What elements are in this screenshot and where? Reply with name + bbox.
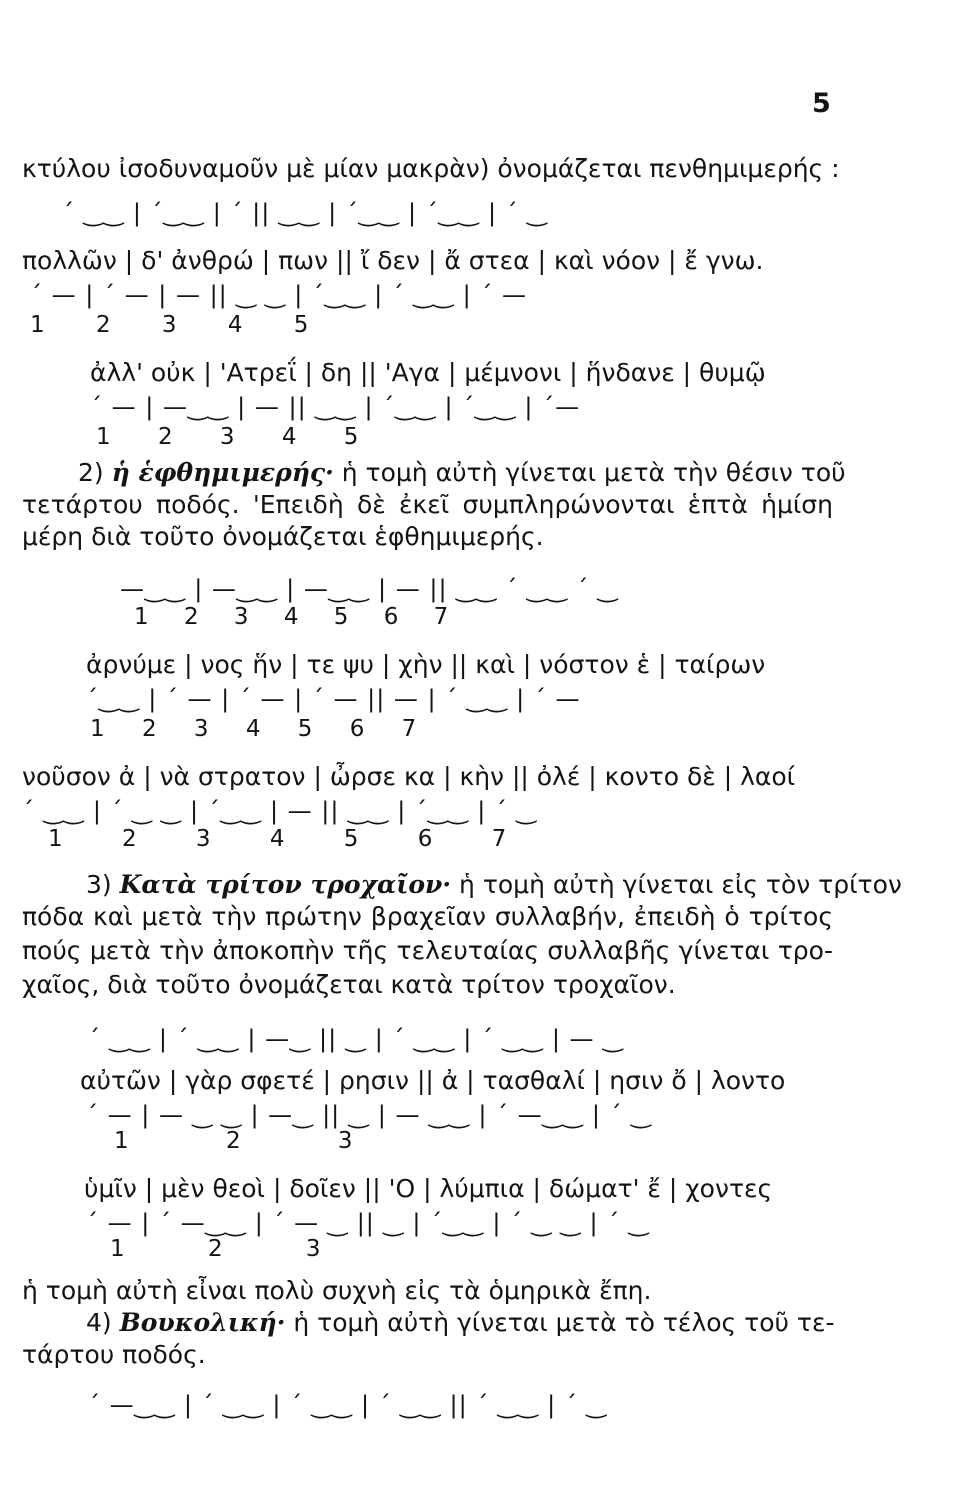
section-term: Κατὰ τρίτον τροχαῖον· [119,870,452,899]
verse-line: ἀρνύμε | νος ἥν | τε ψυ | χὴν || καὶ | νόστον ἑ | ταίρων [86,650,766,679]
section-term: ἡ ἑφθημιμερής· [111,458,334,487]
scansion-line: ΄ — | —‿‿ | — || ‿‿ | ΄‿‿ | ΄‿‿ | ΄— [90,393,581,421]
paragraph-line: πόδα καὶ μετὰ τὴν πρώτην βραχεῖαν συλλαβήν, ἐπειδὴ ὁ τρίτος [22,902,833,931]
section-term: Βουκολική· [119,1308,286,1337]
verse-line: πολλῶν | δ' ἀνθρώ | πων || ἴ δεν | ἄ στεα | καὶ νόον | ἔ γνω. [22,246,764,275]
scansion-line: ΄ — | ΄ — | — || ‿ ‿ | ΄‿‿ | ΄ ‿‿ | ΄ — [30,281,528,309]
section-2-heading-line [78,458,846,488]
verse-line: νοῦσον ἀ | νὰ στρατον | ὦρσε κα | κὴν || ὀλέ | κοντο δὲ | λαοί [22,762,796,791]
section-3-heading-line [86,870,902,900]
scansion-line: ΄ — | ΄ —‿‿ | ΄ — ‿ || ‿ | ΄‿‿ | ΄ ‿ ‿ | ΄ ‿ [86,1209,650,1237]
intro-line: κτύλου ἰσοδυναμοῦν μὲ μίαν μακρὰν) ὀνομάζεται πενθημιμερής : [22,154,840,183]
scansion-line: ΄ ‿‿ | ΄ ‿‿ | —‿ || ‿ | ΄ ‿‿ | ΄ ‿‿ | — ‿ [88,1025,624,1053]
section-text: ἡ τομὴ αὐτὴ γίνεται μετὰ τὴν θέσιν τοῦ [341,458,846,487]
section-4-heading-line [86,1308,833,1338]
scansion-line: ΄ ‿‿ | ΄‿‿ | ΄ || ‿‿ | ΄‿‿ | ΄‿‿ | ΄ ‿ [62,199,548,227]
section-number: 2) [78,458,104,487]
section-number: 3) [86,870,112,899]
foot-numbers: 1 2 3 [114,1128,353,1154]
foot-numbers: 1 2 3 4 5 [30,312,309,338]
foot-numbers: 1 2 3 [110,1236,321,1262]
foot-numbers: 1 2 3 4 5 6 7 [90,716,417,742]
foot-numbers: 1 2 3 4 5 6 7 [134,604,449,630]
verse-line: αὐτῶν | γὰρ σφετέ | ρησιν || ἀ | τασθαλί | ησιν ὄ | λοντο [80,1066,786,1095]
paragraph-line: πούς μετὰ τὴν ἀποκοπὴν τῆς τελευταίας συλλαβῆς γίνεται τρο- [22,936,833,965]
paragraph-line: ἡ τομὴ αὐτὴ εἶναι πολὺ συχνὴ εἰς τὰ ὁμηρικὰ ἔπη. [22,1276,652,1305]
section-text: ἡ τομὴ αὐτὴ γίνεται μετὰ τὸ τέλος τοῦ τε- [293,1308,835,1337]
foot-numbers: 1 2 3 4 5 [96,424,359,450]
section-number: 4) [86,1308,112,1337]
verse-line: ὑμῖν | μὲν θεοὶ | δοῖεν || 'Ο | λύμπια | δώματ' ἔ | χοντες [84,1174,773,1203]
paragraph-line: τετάρτου ποδός. 'Επειδὴ δὲ ἐκεῖ συμπληρώνονται ἑπτὰ ἡμίση [22,490,833,519]
verse-line: ἀλλ' οὐκ | 'Ατρεΐ | δη || 'Αγα | μέμνονι | ἥνδανε | θυμῷ [90,358,766,387]
foot-numbers: 1 2 3 4 5 6 7 [48,826,507,852]
scansion-line: —‿‿ | —‿‿ | —‿‿ | — || ‿‿ ΄ ‿‿ ΄ ‿ [120,575,619,603]
paragraph-line: τάρτου ποδός. [22,1340,206,1369]
section-text: ἡ τομὴ αὐτὴ γίνεται εἰς τὸν τρίτον [459,870,902,899]
scansion-line: ΄ — | — ‿ ‿ | —‿ || ‿ | — ‿‿ | ΄ —‿‿ | ΄ ‿ [86,1101,652,1129]
scansion-line: ΄‿‿ | ΄ — | ΄ — | ΄ — || — | ΄ ‿‿ | ΄ — [86,685,581,713]
scansion-line: ΄ ‿‿ | ΄ ‿ ‿ | ΄‿‿ | — || ‿‿ | ΄‿‿ | ΄ ‿ [22,797,537,825]
paragraph-line: χαῖος, διὰ τοῦτο ὀνομάζεται κατὰ τρίτον τροχαῖον. [22,970,676,999]
scansion-line: ΄ —‿‿ | ΄ ‿‿ | ΄ ‿‿ | ΄ ‿‿ || ΄ ‿‿ | ΄ ‿ [88,1391,607,1419]
paragraph-line: μέρη διὰ τοῦτο ὀνομάζεται ἑφθημιμερής. [22,522,544,551]
page-number: 5 [812,88,831,119]
